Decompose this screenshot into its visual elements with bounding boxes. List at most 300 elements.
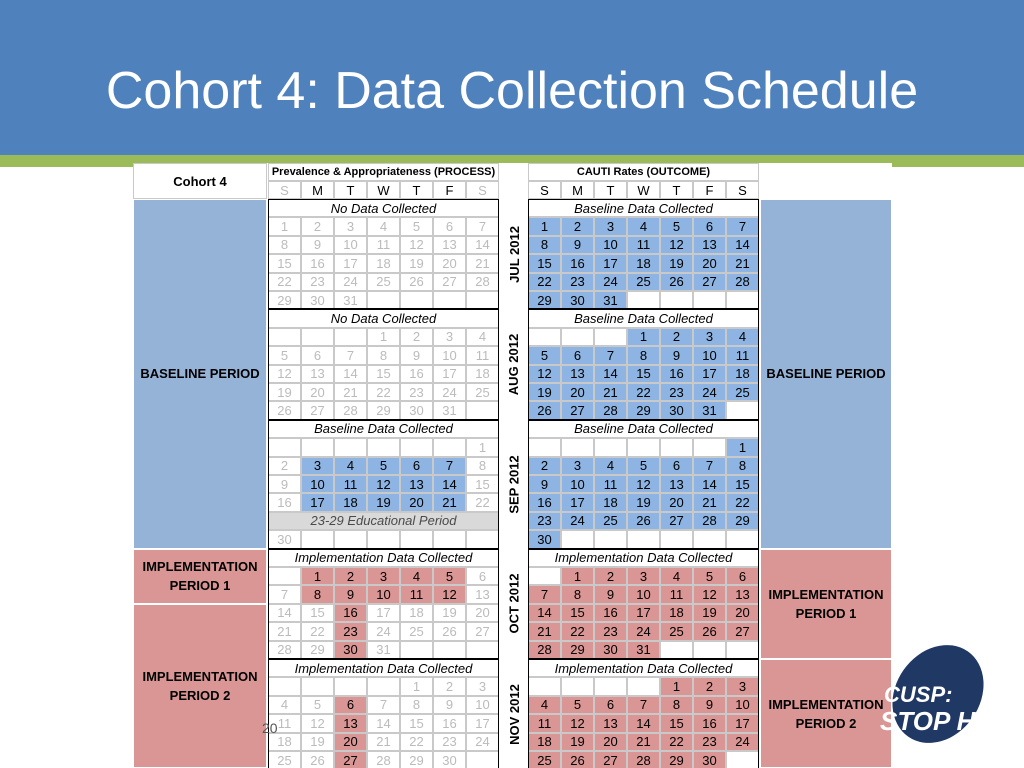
weekday-header: T [334, 181, 367, 199]
outcome-day: 12 [660, 236, 693, 254]
outcome-day: 7 [528, 585, 561, 603]
empty-day [301, 438, 334, 456]
outcome-day: 15 [627, 365, 660, 383]
process-day: 24 [367, 622, 400, 640]
implementation-period-2-left [133, 604, 267, 768]
month-label [501, 420, 527, 549]
empty-day [466, 291, 499, 309]
empty-day [561, 677, 594, 695]
outcome-day: 1 [528, 217, 561, 235]
process-day: 19 [433, 604, 466, 622]
process-day: 4 [268, 696, 301, 714]
process-day: 18 [367, 254, 400, 272]
implementation-period-2-right-label: IMPLEMENTATION PERIOD 2 [768, 696, 884, 731]
process-day: 7 [466, 217, 499, 235]
process-day: 28 [268, 641, 301, 659]
outcome-day: 30 [594, 641, 627, 659]
outcome-day: 5 [693, 567, 726, 585]
month-label-text: SEP 2012 [506, 455, 522, 514]
outcome-day: 2 [660, 328, 693, 346]
process-day: 19 [301, 733, 334, 751]
process-day: 19 [367, 493, 400, 511]
empty-day [627, 530, 660, 548]
outcome-day: 6 [693, 217, 726, 235]
baseline-period-left-label: BASELINE PERIOD [140, 366, 260, 382]
outcome-day: 20 [693, 254, 726, 272]
outcome-day: 14 [528, 604, 561, 622]
process-day: 27 [301, 401, 334, 419]
process-day: 22 [466, 493, 499, 511]
cohort-label: Cohort 4 [133, 163, 267, 199]
process-day: 11 [400, 585, 433, 603]
process-day: 2 [433, 677, 466, 695]
slide-title: Cohort 4: Data Collection Schedule [105, 62, 919, 120]
outcome-note: Baseline Data Collected [528, 309, 759, 327]
empty-day [594, 438, 627, 456]
outcome-day: 8 [726, 457, 759, 475]
process-day: 6 [301, 346, 334, 364]
outcome-day: 9 [594, 585, 627, 603]
empty-day [660, 438, 693, 456]
weekday-header: T [594, 181, 627, 199]
empty-day [466, 401, 499, 419]
outcome-day: 3 [594, 217, 627, 235]
process-day: 28 [367, 751, 400, 768]
process-day: 31 [367, 641, 400, 659]
empty-day [466, 641, 499, 659]
process-day: 14 [466, 236, 499, 254]
outcome-day: 22 [561, 622, 594, 640]
empty-day [528, 677, 561, 695]
empty-day [367, 291, 400, 309]
baseline-period-right [760, 199, 892, 549]
process-day: 22 [367, 383, 400, 401]
empty-day [466, 530, 499, 548]
outcome-day: 25 [528, 751, 561, 768]
empty-day [660, 291, 693, 309]
outcome-day: 17 [594, 254, 627, 272]
empty-day [268, 677, 301, 695]
process-day: 6 [334, 696, 367, 714]
empty-day [726, 530, 759, 548]
outcome-day: 2 [594, 567, 627, 585]
schedule-table [133, 163, 892, 768]
empty-day [268, 438, 301, 456]
process-day: 20 [301, 383, 334, 401]
outcome-day: 14 [594, 365, 627, 383]
outcome-day: 18 [627, 254, 660, 272]
empty-day [334, 438, 367, 456]
process-day: 8 [301, 585, 334, 603]
process-day: 27 [433, 273, 466, 291]
outcome-day: 6 [726, 567, 759, 585]
process-day: 17 [433, 365, 466, 383]
process-note: No Data Collected [268, 199, 499, 217]
process-day: 26 [400, 273, 433, 291]
process-day: 5 [268, 346, 301, 364]
outcome-day: 31 [594, 291, 627, 309]
process-day: 3 [334, 217, 367, 235]
weekday-header: W [367, 181, 400, 199]
outcome-day: 22 [627, 383, 660, 401]
weekday-header: F [433, 181, 466, 199]
outcome-day: 19 [627, 493, 660, 511]
process-day: 5 [301, 696, 334, 714]
month-label [501, 309, 527, 419]
process-day: 17 [301, 493, 334, 511]
process-day: 30 [433, 751, 466, 768]
weekday-header: S [466, 181, 499, 199]
outcome-day: 16 [528, 493, 561, 511]
process-day: 2 [400, 328, 433, 346]
process-day: 18 [268, 733, 301, 751]
process-day: 6 [466, 567, 499, 585]
outcome-day: 22 [528, 273, 561, 291]
process-day: 28 [466, 273, 499, 291]
outcome-day: 29 [561, 641, 594, 659]
implementation-period-1-left-label: IMPLEMENTATION PERIOD 1 [142, 559, 258, 594]
empty-day [528, 438, 561, 456]
process-day: 29 [301, 641, 334, 659]
process-day: 20 [433, 254, 466, 272]
process-day: 5 [400, 217, 433, 235]
process-day: 20 [334, 733, 367, 751]
process-day: 4 [466, 328, 499, 346]
outcome-day: 23 [660, 383, 693, 401]
empty-day [693, 438, 726, 456]
process-day: 25 [400, 622, 433, 640]
outcome-day: 10 [627, 585, 660, 603]
empty-day [268, 328, 301, 346]
process-day: 4 [334, 457, 367, 475]
outcome-day: 18 [726, 365, 759, 383]
outcome-day: 13 [726, 585, 759, 603]
process-day: 8 [268, 236, 301, 254]
process-day: 25 [367, 273, 400, 291]
empty-day [594, 677, 627, 695]
outcome-day: 24 [561, 512, 594, 530]
outcome-day: 8 [627, 346, 660, 364]
process-day: 19 [400, 254, 433, 272]
outcome-day: 3 [627, 567, 660, 585]
process-day: 10 [466, 696, 499, 714]
process-day: 20 [466, 604, 499, 622]
outcome-day: 18 [528, 733, 561, 751]
process-day: 8 [400, 696, 433, 714]
process-day: 12 [433, 585, 466, 603]
process-day: 21 [367, 733, 400, 751]
implementation-period-1-right [760, 549, 892, 659]
process-day: 24 [466, 733, 499, 751]
outcome-day: 1 [726, 438, 759, 456]
outcome-day: 21 [627, 733, 660, 751]
outcome-day: 11 [528, 714, 561, 732]
process-day: 14 [433, 475, 466, 493]
process-day: 6 [400, 457, 433, 475]
outcome-day: 23 [594, 622, 627, 640]
outcome-day: 4 [627, 217, 660, 235]
process-day: 10 [433, 346, 466, 364]
empty-day [400, 530, 433, 548]
outcome-day: 19 [528, 383, 561, 401]
process-day: 16 [301, 254, 334, 272]
empty-day [627, 438, 660, 456]
process-day: 3 [433, 328, 466, 346]
outcome-day: 21 [528, 622, 561, 640]
empty-day [400, 291, 433, 309]
outcome-day: 6 [594, 696, 627, 714]
weekday-header: T [660, 181, 693, 199]
empty-day [726, 641, 759, 659]
outcome-day: 30 [561, 291, 594, 309]
outcome-day: 13 [693, 236, 726, 254]
process-day: 29 [268, 291, 301, 309]
outcome-day: 26 [660, 273, 693, 291]
process-day: 29 [367, 401, 400, 419]
outcome-day: 21 [594, 383, 627, 401]
process-day: 22 [268, 273, 301, 291]
logo-text-1: CUSP: [884, 682, 953, 707]
outcome-day: 5 [660, 217, 693, 235]
process-day: 9 [400, 346, 433, 364]
baseline-period-right-label: BASELINE PERIOD [766, 366, 886, 382]
process-day: 9 [433, 696, 466, 714]
process-day: 15 [367, 365, 400, 383]
process-day: 6 [433, 217, 466, 235]
process-day: 11 [466, 346, 499, 364]
outcome-day: 28 [528, 641, 561, 659]
outcome-day: 9 [528, 475, 561, 493]
process-day: 28 [334, 401, 367, 419]
outcome-title: CAUTI Rates (OUTCOME) [528, 163, 759, 181]
process-day: 12 [268, 365, 301, 383]
process-day: 13 [301, 365, 334, 383]
outcome-day: 25 [726, 383, 759, 401]
weekday-header: T [400, 181, 433, 199]
process-day: 26 [268, 401, 301, 419]
empty-day [367, 438, 400, 456]
process-day: 1 [268, 217, 301, 235]
process-day: 10 [367, 585, 400, 603]
empty-day [627, 291, 660, 309]
empty-day [301, 328, 334, 346]
outcome-day: 12 [561, 714, 594, 732]
outcome-day: 7 [594, 346, 627, 364]
process-day: 18 [334, 493, 367, 511]
process-day: 1 [466, 438, 499, 456]
outcome-day: 13 [660, 475, 693, 493]
implementation-period-2-right [760, 659, 892, 768]
empty-day [561, 328, 594, 346]
process-day: 13 [400, 475, 433, 493]
implementation-period-2-left-label: IMPLEMENTATION PERIOD 2 [142, 668, 258, 703]
outcome-day: 15 [528, 254, 561, 272]
weekday-header: F [693, 181, 726, 199]
outcome-day: 23 [693, 733, 726, 751]
empty-day [660, 530, 693, 548]
outcome-day: 24 [693, 383, 726, 401]
outcome-day: 23 [561, 273, 594, 291]
process-day: 11 [268, 714, 301, 732]
outcome-day: 27 [594, 751, 627, 768]
process-day: 5 [433, 567, 466, 585]
outcome-day: 17 [561, 493, 594, 511]
process-day: 23 [334, 622, 367, 640]
outcome-day: 8 [660, 696, 693, 714]
outcome-day: 14 [726, 236, 759, 254]
outcome-day: 5 [627, 457, 660, 475]
outcome-day: 17 [627, 604, 660, 622]
process-day: 26 [433, 622, 466, 640]
empty-day [627, 677, 660, 695]
outcome-day: 7 [726, 217, 759, 235]
process-day: 16 [400, 365, 433, 383]
empty-day [528, 567, 561, 585]
process-day: 7 [268, 585, 301, 603]
outcome-day: 10 [561, 475, 594, 493]
outcome-day: 16 [693, 714, 726, 732]
process-day: 3 [466, 677, 499, 695]
outcome-day: 28 [693, 512, 726, 530]
outcome-day: 5 [528, 346, 561, 364]
month-label-text: OCT 2012 [506, 573, 522, 634]
outcome-day: 26 [561, 751, 594, 768]
process-day: 1 [301, 567, 334, 585]
process-day: 2 [301, 217, 334, 235]
outcome-day: 27 [726, 622, 759, 640]
outcome-day: 27 [561, 401, 594, 419]
empty-day [301, 530, 334, 548]
outcome-day: 1 [660, 677, 693, 695]
empty-day [334, 530, 367, 548]
outcome-day: 30 [528, 530, 561, 548]
month-label [501, 659, 527, 768]
process-day: 15 [301, 604, 334, 622]
process-day: 21 [433, 493, 466, 511]
process-day: 21 [268, 622, 301, 640]
outcome-day: 8 [528, 236, 561, 254]
outcome-day: 3 [726, 677, 759, 695]
process-day: 1 [367, 328, 400, 346]
process-day: 30 [334, 641, 367, 659]
outcome-day: 20 [594, 733, 627, 751]
process-day: 22 [301, 622, 334, 640]
process-day: 16 [334, 604, 367, 622]
process-note: Implementation Data Collected [268, 659, 499, 677]
process-day: 14 [268, 604, 301, 622]
process-day: 23 [433, 733, 466, 751]
outcome-day: 7 [627, 696, 660, 714]
implementation-period-1-left [133, 549, 267, 604]
process-day: 12 [367, 475, 400, 493]
process-day: 25 [268, 751, 301, 768]
empty-day [726, 401, 759, 419]
outcome-day: 11 [726, 346, 759, 364]
outcome-day: 23 [528, 512, 561, 530]
process-day: 17 [367, 604, 400, 622]
outcome-day: 11 [594, 475, 627, 493]
outcome-note: Implementation Data Collected [528, 659, 759, 677]
outcome-day: 8 [561, 585, 594, 603]
outcome-day: 11 [627, 236, 660, 254]
outcome-day: 16 [594, 604, 627, 622]
outcome-day: 26 [693, 622, 726, 640]
outcome-day: 31 [693, 401, 726, 419]
outcome-day: 16 [561, 254, 594, 272]
logo-text-2: STOP HAI [880, 706, 1002, 736]
weekday-header: S [726, 181, 759, 199]
outcome-day: 4 [528, 696, 561, 714]
process-day: 7 [367, 696, 400, 714]
outcome-day: 26 [627, 512, 660, 530]
outcome-day: 6 [660, 457, 693, 475]
process-day: 29 [400, 751, 433, 768]
process-day: 12 [301, 714, 334, 732]
empty-day [693, 530, 726, 548]
process-day: 15 [466, 475, 499, 493]
outcome-day: 24 [726, 733, 759, 751]
process-day: 31 [433, 401, 466, 419]
empty-day [561, 438, 594, 456]
month-label-text: JUL 2012 [506, 225, 522, 283]
outcome-day: 14 [693, 475, 726, 493]
process-day: 25 [466, 383, 499, 401]
outcome-day: 29 [528, 291, 561, 309]
process-day: 9 [334, 585, 367, 603]
empty-day [301, 677, 334, 695]
empty-day [367, 677, 400, 695]
outcome-day: 13 [561, 365, 594, 383]
process-day: 9 [268, 475, 301, 493]
empty-day [726, 751, 759, 768]
implementation-period-1-right-label: IMPLEMENTATION PERIOD 1 [768, 586, 884, 621]
process-day: 27 [466, 622, 499, 640]
process-day: 3 [367, 567, 400, 585]
outcome-day: 30 [693, 751, 726, 768]
process-day: 27 [334, 751, 367, 768]
empty-day [433, 530, 466, 548]
process-day: 31 [334, 291, 367, 309]
outcome-day: 27 [693, 273, 726, 291]
month-label-text: AUG 2012 [506, 333, 522, 396]
outcome-day: 10 [693, 346, 726, 364]
outcome-day: 16 [660, 365, 693, 383]
outcome-day: 28 [726, 273, 759, 291]
empty-day [367, 530, 400, 548]
outcome-day: 4 [594, 457, 627, 475]
outcome-day: 21 [693, 493, 726, 511]
empty-day [693, 291, 726, 309]
outcome-day: 22 [660, 733, 693, 751]
outcome-note: Baseline Data Collected [528, 199, 759, 217]
empty-day [334, 677, 367, 695]
outcome-day: 22 [726, 493, 759, 511]
month-label-text: NOV 2012 [506, 683, 522, 745]
outcome-day: 6 [561, 346, 594, 364]
outcome-day: 24 [627, 622, 660, 640]
empty-day [660, 641, 693, 659]
process-day: 18 [466, 365, 499, 383]
outcome-day: 9 [561, 236, 594, 254]
process-day: 15 [268, 254, 301, 272]
weekday-header: M [561, 181, 594, 199]
process-day: 1 [400, 677, 433, 695]
outcome-day: 5 [561, 696, 594, 714]
weekday-header: S [528, 181, 561, 199]
process-day: 26 [301, 751, 334, 768]
process-day: 30 [301, 291, 334, 309]
outcome-day: 29 [726, 512, 759, 530]
